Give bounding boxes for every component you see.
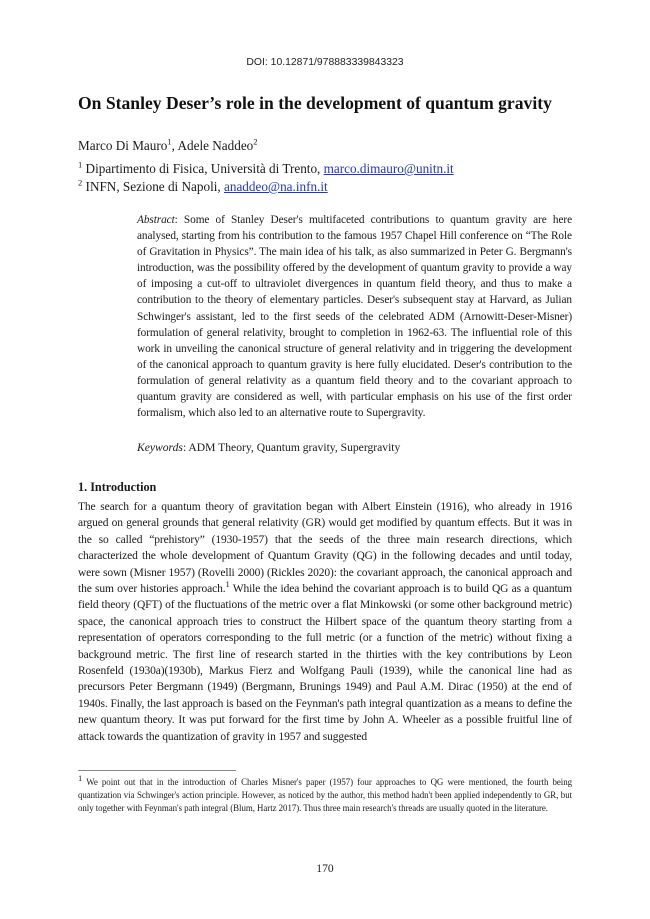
footnote-text: We point out that in the introduction of Charles Misner's paper (1957) four approaches to QG were mentioned, the fourth being quantization via Schwinger's action principle. However, as noticed by the author, this method hadn't been applied independently to GR, but only together with Feynman's path integral (Blum, Hartz 2017). Thus three main research's threads are usually quoted in the literature.	[78, 777, 572, 813]
author-name: Marco Di Mauro	[78, 138, 168, 153]
author-name: Adele Naddeo	[177, 138, 254, 153]
footnote-reference: 1	[225, 579, 230, 590]
paragraph-text: While the idea behind the covariant approach is to build QG as a quantum field theory (QFT) of the fluctuations of the metric over a flat Minkowski (or some other background metric) space, the canonical approach tries to construct the Hilbert space of the quantum theory starting from a representation of operators corresponding to the full metric (or a function of the metric) without fixing a background metric. The first line of research started in the thirties with the key contributions by Leon Rosenfeld (1930a)(1930b), Markus Fierz and Wolfgang Pauli (1939), while the canonical line had as precursors Peter Bergmann (1949) (Bergmann, Brunings 1949) and Paul A.M. Dirac (1950) at the end of 1940s. Finally, the last approach is based on the Feynman's path integral quantization as a means to define the new quantum theory. It was put forward for the first time by John A. Wheeler as a possible fruitful line of attack towards the quantization of gravity in 1957 and suggested	[78, 583, 572, 743]
introduction-paragraph	[78, 499, 572, 745]
footnote-divider	[78, 770, 236, 771]
keywords-text: : ADM Theory, Quantum gravity, Supergravity	[182, 441, 401, 454]
affiliation-marker: 2	[78, 177, 83, 188]
affiliation-marker: 2	[253, 136, 258, 147]
affiliation-text: Dipartimento di Fisica, Università di Trento,	[82, 161, 324, 176]
page-number: 170	[316, 862, 334, 875]
affiliation-1	[78, 161, 454, 177]
email-link[interactable]: marco.dimauro@unitn.it	[323, 161, 454, 176]
affiliation-text: INFN, Sezione di Napoli,	[82, 179, 224, 194]
abstract-label: Abstract	[137, 214, 175, 226]
keywords-label: Keywords	[137, 441, 183, 454]
footnote	[78, 773, 572, 814]
section-heading: 1. Introduction	[78, 480, 157, 494]
email-link[interactable]: anaddeo@na.infn.it	[224, 179, 328, 194]
doi-line: DOI: 10.12871/978883339843323	[246, 57, 404, 68]
keywords	[137, 441, 400, 454]
paragraph-text: The search for a quantum theory of gravitation began with Albert Einstein (1916), who already in 1916 argued on general grounds that general relativity (GR) would get modified by quantum effects. But it was in the so called “prehistory” (1930-1957) that the seeds of the three main research directions, which characterized the whole development of Quantum Gravity (QG) in the following decades and until today, were sown (Misner 1957) (Rovelli 2000) (Rickles 2020): the covariant approach, the canonical approach and the sum over histories approach.	[78, 501, 572, 596]
author-separator: ,	[171, 138, 178, 153]
abstract-text: : Some of Stanley Deser's multifaceted contributions to quantum gravity are here analysed, starting from his contribution to the famous 1957 Chapel Hill conference on “The Role of Gravitation in Physics”. The main idea of his talk, as also summarized in Peter G. Bergmann's introduction, was the possibility offered by the development of quantum gravity to provide a way of imposing a cut-off to ultraviolet divergences in quantum field theory, and thus to make a contribution to the theory of elementary particles. Deser's subsequent stay at Harvard, as Julian Schwinger's assistant, led to the first seeds of the celebrated ADM (Arnowitt-Deser-Misner) formulation of general relativity, brought to completion in 1962-63. The influential role of this work in unveiling the canonical structure of general relativity and in triggering the development of the canonical approach to quantum gravity is here fully elucidated. Deser's contribution to the formulation of general relativity as a quantum field theory and to the covariant approach to quantum gravity are considered as well, with particular emphasis on his use of the first order formalism, which also led to an alternative route to Supergravity.	[137, 214, 572, 420]
affiliation-2	[78, 179, 328, 195]
author-list	[78, 138, 258, 154]
affiliation-marker: 1	[167, 136, 172, 147]
paper-title: On Stanley Deser’s role in the development of quantum gravity	[78, 93, 552, 113]
affiliation-marker: 1	[78, 159, 83, 170]
abstract	[137, 212, 572, 421]
footnote-marker: 1	[78, 773, 83, 784]
